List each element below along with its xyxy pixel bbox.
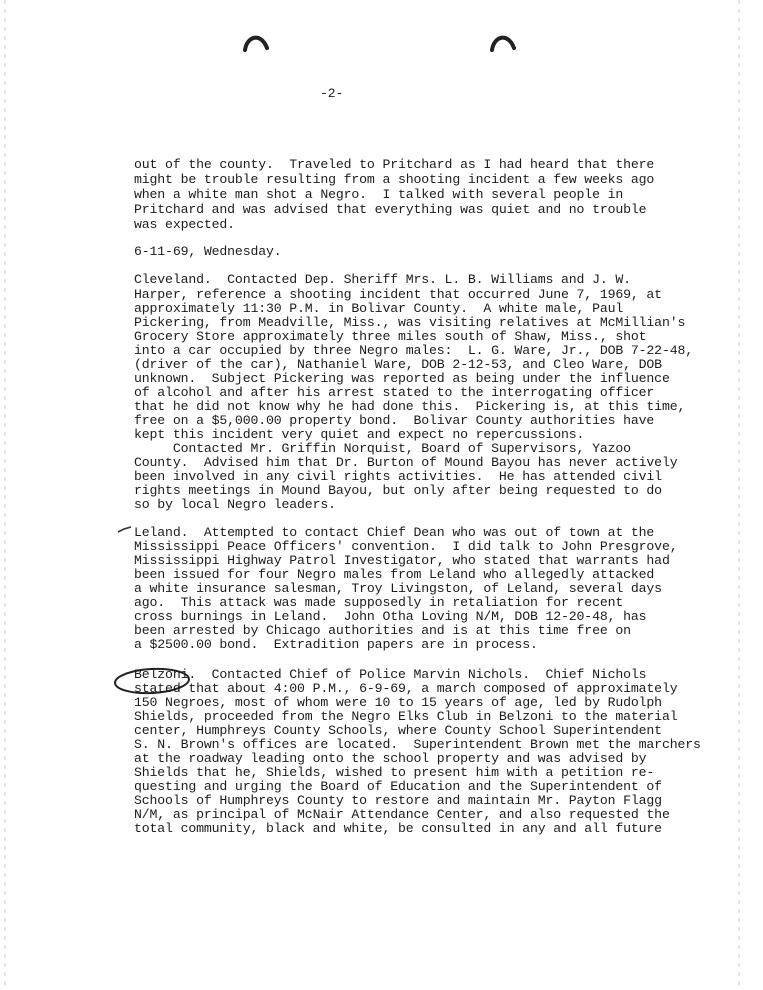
text-line: out of the county. Traveled to Pritchard as I had heard that there — [134, 157, 655, 172]
text-line: 150 Negroes, most of whom were 10 to 15 years of age, led by Rudolph — [134, 695, 662, 710]
text-line: a $2500.00 bond. Extradition papers are in process. — [134, 637, 538, 652]
binder-hole-mark-right — [490, 30, 516, 52]
text-line: ago. This attack was made supposedly in retaliation for recent — [134, 595, 624, 610]
text-line: Cleveland. Contacted Dep. Sheriff Mrs. L. B. Williams and J. W. — [134, 272, 631, 287]
text-line: been arrested by Chicago authorities and is at this time free on — [134, 623, 631, 638]
text-line: at the roadway leading onto the school property and was advised by — [134, 751, 647, 766]
text-line: Schools of Humphreys County to restore and maintain Mr. Payton Flagg — [134, 793, 662, 808]
text-line: S. N. Brown's offices are located. Superintendent Brown met the marchers — [134, 737, 701, 752]
margin-check-mark — [117, 525, 133, 535]
text-line: of alcohol and after his arrest stated to the interrogating officer — [134, 385, 655, 400]
text-line: been issued for four Negro males from Leland who allegedly attacked — [134, 567, 655, 582]
text-line: Shields, proceeded from the Negro Elks Club in Belzoni to the material — [134, 709, 678, 724]
text-line: Grocery Store approximately three miles south of Shaw, Miss., shot — [134, 329, 647, 344]
text-line: kept this incident very quiet and expect no repercussions. — [134, 427, 585, 442]
text-line: questing and urging the Board of Education and the Superintendent of — [134, 779, 662, 794]
text-line: Contacted Mr. Griffin Norquist, Board of Supervisors, Yazoo — [134, 441, 631, 456]
text-line: Harper, reference a shooting incident that occurred June 7, 1969, at — [134, 287, 662, 302]
text-line: into a car occupied by three Negro males: L. G. Ware, Jr., DOB 7-22-48, — [134, 343, 693, 358]
date-heading: 6-11-69, Wednesday. — [134, 244, 282, 259]
text-line: that he did not know why he had done this. Pickering is, at this time, — [134, 399, 686, 414]
text-line: County. Advised him that Dr. Burton of Mound Bayou has never actively — [134, 455, 678, 470]
text-line: total community, black and white, be consulted in any and all future — [134, 821, 662, 836]
text-line: was expected. — [134, 217, 235, 232]
right-margin-edge — [738, 0, 740, 990]
text-line: Belzoni. Contacted Chief of Police Marvin Nichols. Chief Nichols — [134, 667, 647, 682]
text-line: center, Humphreys County Schools, where County School Superintendent — [134, 723, 662, 738]
text-line: N/M, as principal of McNair Attendance Center, and also requested the — [134, 807, 670, 822]
text-line: (driver of the car), Nathaniel Ware, DOB 2-12-53, and Cleo Ware, DOB — [134, 357, 662, 372]
text-line: a white insurance salesman, Troy Livingston, of Leland, several days — [134, 581, 662, 596]
text-line: rights meetings in Mound Bayou, but only after being requested to do — [134, 483, 662, 498]
left-margin-edge — [4, 0, 6, 990]
text-line: might be trouble resulting from a shooting incident a few weeks ago — [134, 172, 655, 187]
text-line: stated that about 4:00 P.M., 6-9-69, a march composed of approximately — [134, 681, 678, 696]
text-line: so by local Negro leaders. — [134, 497, 336, 512]
text-line: Leland. Attempted to contact Chief Dean who was out of town at the — [134, 525, 655, 540]
text-line: free on a $5,000.00 property bond. Bolivar County authorities have — [134, 413, 655, 428]
text-line: Mississippi Peace Officers' convention. I did talk to John Presgrove, — [134, 539, 678, 554]
text-line: Pritchard and was advised that everything was quiet and no trouble — [134, 202, 647, 217]
binder-hole-mark-left — [243, 30, 269, 52]
text-line: Pickering, from Meadville, Miss., was visiting relatives at McMillian's — [134, 315, 686, 330]
text-line: Shields that he, Shields, wished to present him with a petition re- — [134, 765, 655, 780]
text-line: approximately 11:30 P.M. in Bolivar County. A white male, Paul — [134, 301, 624, 316]
text-line: been involved in any civil rights activities. He has attended civil — [134, 469, 662, 484]
text-line: when a white man shot a Negro. I talked with several people in — [134, 187, 624, 202]
text-line: cross burnings in Leland. John Otha Loving N/M, DOB 12-20-48, has — [134, 609, 647, 624]
text-line: unknown. Subject Pickering was reported as being under the influence — [134, 371, 670, 386]
text-line: Mississippi Highway Patrol Investigator, who stated that warrants had — [134, 553, 670, 568]
page-number: -2- — [320, 86, 344, 101]
